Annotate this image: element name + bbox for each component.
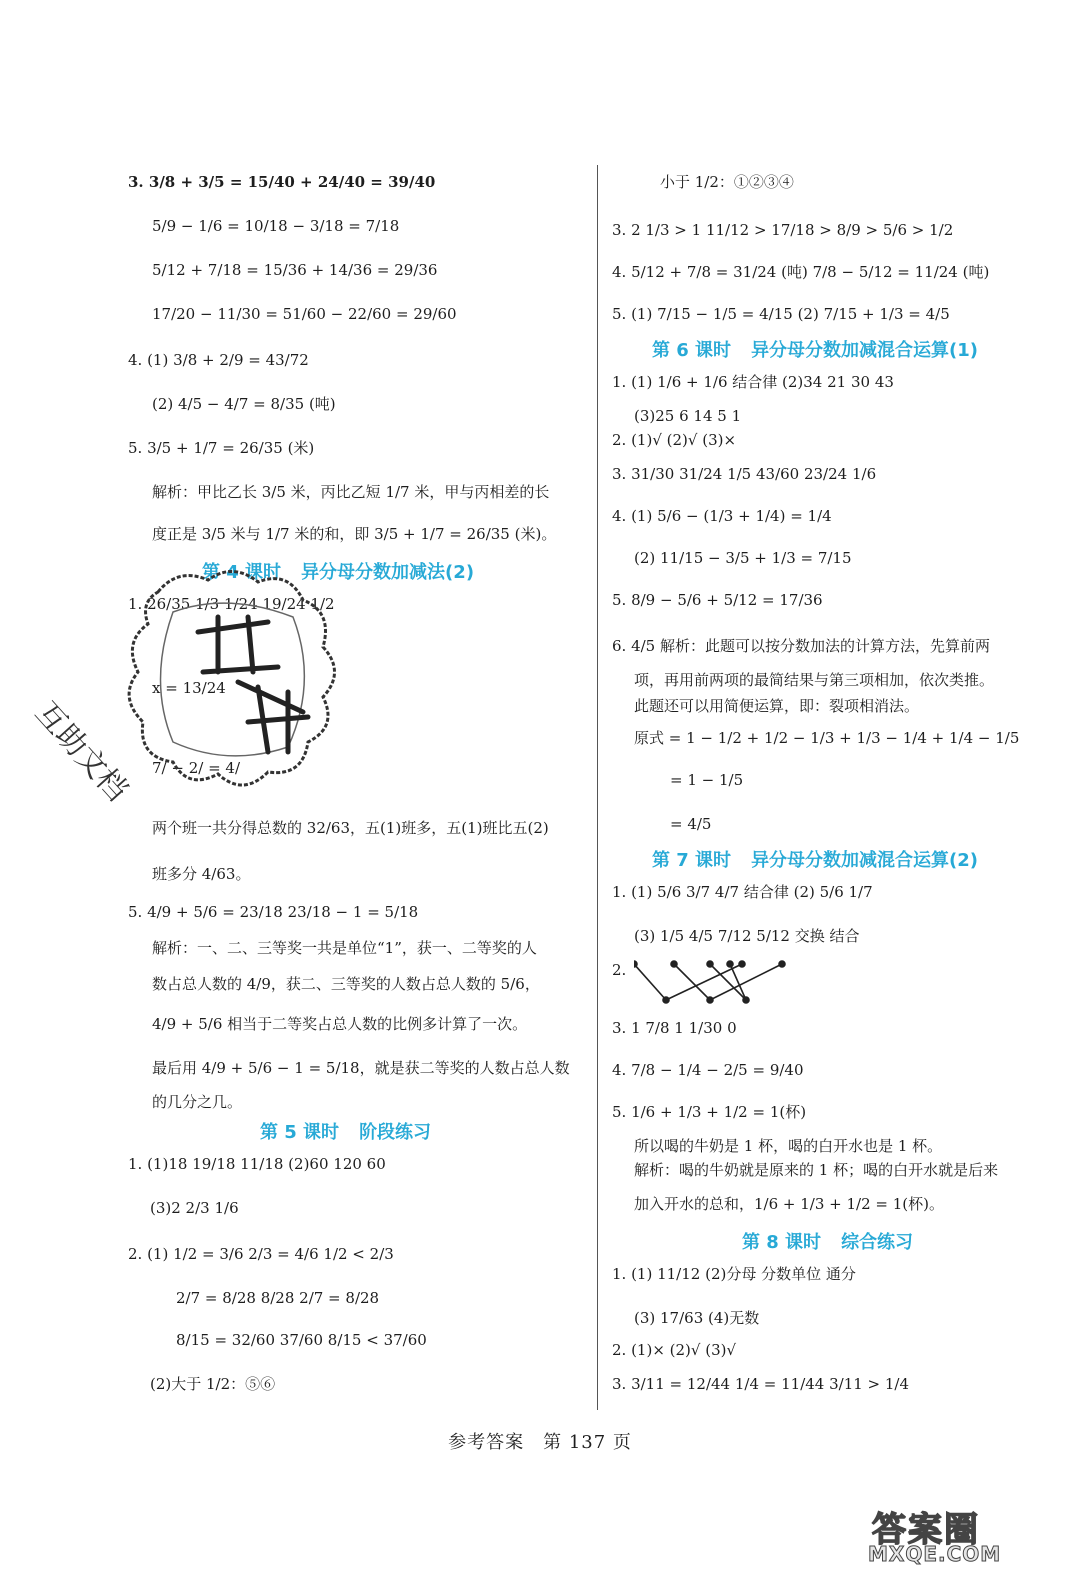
text-line: 解析：喝的牛奶就是原来的 1 杯；喝的白开水就是后来 (634, 1161, 999, 1179)
column-divider (597, 165, 598, 1410)
logo-text: 答案圈 (872, 1510, 980, 1550)
section-heading (260, 1118, 431, 1144)
text-line: 3. 3/8 + 3/5 = 15/40 + 24/40 = 39/40 (128, 173, 436, 191)
text-line: (3)25 6 14 5 1 (634, 407, 742, 425)
heading-title: 异分母分数加减混合运算(1) (751, 340, 979, 361)
text-line: 最后用 4/9 + 5/6 − 1 = 5/18，就是获二等奖的人数占总人数 (152, 1059, 570, 1077)
text-line: 7/ − 2/ = 4/ (152, 759, 241, 777)
heading-number: 第 6 课时 (652, 340, 732, 361)
text-line: (3) 1/5 4/5 7/12 5/12 交换 结合 (634, 927, 860, 945)
text-line: 的几分之几。 (152, 1093, 243, 1111)
logo-url: MXQE.COM (868, 1542, 1002, 1566)
heading-title: 阶段练习 (359, 1122, 432, 1143)
text-line: 5. (1) 7/15 − 1/5 = 4/15 (2) 7/15 + 1/3 = 4/5 (612, 305, 950, 323)
section-heading (742, 1228, 913, 1254)
text-line: 班多分 4/63。 (152, 865, 251, 883)
item-number: 2. (612, 961, 627, 979)
text-line: 4. (1) 3/8 + 2/9 = 43/72 (128, 351, 309, 369)
matching-lines-diagram (634, 960, 794, 1010)
text-line: (2) 11/15 − 3/5 + 1/3 = 7/15 (634, 549, 852, 567)
section-heading (652, 846, 978, 872)
watermark-text: 互助文档 (28, 695, 135, 808)
text-line: 3. 3/11 = 12/44 1/4 = 11/44 3/11 > 1/4 (612, 1375, 910, 1393)
text-line: 5. 4/9 + 5/6 = 23/18 23/18 − 1 = 5/18 (128, 903, 419, 921)
text-line: 3. 1 7/8 1 1/30 0 (612, 1019, 737, 1037)
text-line: 数占总人数的 4/9，获二、三等奖的人数占总人数的 5/6， (152, 975, 540, 993)
text-line: 5. 1/6 + 1/3 + 1/2 = 1(杯) (612, 1103, 807, 1121)
text-line: 1. (1)18 19/18 11/18 (2)60 120 60 (128, 1155, 386, 1173)
text-line: 4. 7/8 − 1/4 − 2/5 = 9/40 (612, 1061, 804, 1079)
page-footer: 参考答案 第 137 页 (448, 1432, 632, 1453)
text-line: 8/15 = 32/60 37/60 8/15 < 37/60 (176, 1331, 427, 1349)
text-line: 17/20 − 11/30 = 51/60 − 22/60 = 29/60 (152, 305, 457, 323)
heading-number: 第 5 课时 (260, 1122, 340, 1143)
text-line: 2/7 = 8/28 8/28 2/7 = 8/28 (176, 1289, 380, 1307)
text-line: 4/9 + 5/6 相当于二等奖占总人数的比例多计算了一次。 (152, 1015, 528, 1033)
text-line: 5/12 + 7/18 = 15/36 + 14/36 = 29/36 (152, 261, 438, 279)
text-line: 项，再用前两项的最简结果与第三项相加，依次类推。 (634, 671, 995, 689)
text-line: (3) 17/63 (4)无数 (634, 1309, 760, 1327)
text-line: = 4/5 (670, 815, 712, 833)
text-line: 两个班一共分得总数的 32/63，五(1)班多，五(1)班比五(2) (152, 819, 549, 837)
text-line: 6. 4/5 解析：此题可以按分数加法的计算方法，先算前两 (612, 637, 990, 655)
heading-number: 第 7 课时 (652, 850, 732, 871)
text-line: 此题还可以用简便运算，即：裂项相消法。 (634, 697, 920, 715)
text-line: 2. (1)× (2)√ (3)√ (612, 1341, 737, 1359)
text-line: 加入开水的总和，1/6 + 1/3 + 1/2 = 1(杯)。 (634, 1195, 944, 1213)
text-line: 2. (1) 1/2 = 3/6 2/3 = 4/6 1/2 < 2/3 (128, 1245, 394, 1263)
text-line: 5/9 − 1/6 = 10/18 − 3/18 = 7/18 (152, 217, 400, 235)
text-line: 3. 2 1/3 > 1 11/12 > 17/18 > 8/9 > 5/6 > 1/2 (612, 221, 954, 239)
heading-number: 第 8 课时 (742, 1232, 822, 1253)
heading-title: 异分母分数加减法(2) (301, 562, 475, 583)
heading-title: 综合练习 (841, 1232, 914, 1253)
text-line: (2)大于 1/2：⑤⑥ (150, 1375, 276, 1393)
text-line: 1. 26/35 1/3 1/24 19/24 1/2 (128, 595, 335, 613)
site-logo (866, 1502, 1066, 1568)
text-line: 小于 1/2：①②③④ (660, 173, 794, 191)
matching-exercise (612, 960, 812, 1010)
text-line: 3. 31/30 31/24 1/5 43/60 23/24 1/6 (612, 465, 877, 483)
text-line: 1. (1) 11/12 (2)分母 分数单位 通分 (612, 1265, 856, 1283)
text-line: 解析：甲比乙长 3/5 米，丙比乙短 1/7 米，甲与丙相差的长 (152, 483, 550, 501)
text-line: 解析：一、二、三等奖一共是单位“1”，获一、二等奖的人 (152, 939, 537, 957)
text-line: 2. (1)√ (2)√ (3)× (612, 431, 737, 449)
watermark-stamp-icon (118, 562, 348, 802)
text-line: 4. (1) 5/6 − (1/3 + 1/4) = 1/4 (612, 507, 832, 525)
text-line: 1. (1) 5/6 3/7 4/7 结合律 (2) 5/6 1/7 (612, 883, 873, 901)
text-line: (3)2 2/3 1/6 (150, 1199, 239, 1217)
text-line: x = 13/24 (152, 679, 226, 697)
text-line: 5. 8/9 − 5/6 + 5/12 = 17/36 (612, 591, 823, 609)
text-line: 所以喝的牛奶是 1 杯，喝的白开水也是 1 杯。 (634, 1137, 943, 1155)
heading-number: 第 4 课时 (202, 562, 282, 583)
text-line: 5. 3/5 + 1/7 = 26/35 (米) (128, 439, 315, 457)
text-line: 4. 5/12 + 7/8 = 31/24 (吨) 7/8 − 5/12 = 11/24 (吨) (612, 263, 990, 281)
text-line: 原式 = 1 − 1/2 + 1/2 − 1/3 + 1/3 − 1/4 + 1/4 − 1/5 (634, 729, 1020, 747)
heading-title: 异分母分数加减混合运算(2) (751, 850, 979, 871)
text-line: 度正是 3/5 米与 1/7 米的和，即 3/5 + 1/7 = 26/35 (米)。 (152, 525, 557, 543)
text-line: = 1 − 1/5 (670, 771, 744, 789)
section-heading (652, 336, 978, 362)
text-line: 1. (1) 1/6 + 1/6 结合律 (2)34 21 30 43 (612, 373, 894, 391)
text-line: (2) 4/5 − 4/7 = 8/35 (吨) (152, 395, 336, 413)
